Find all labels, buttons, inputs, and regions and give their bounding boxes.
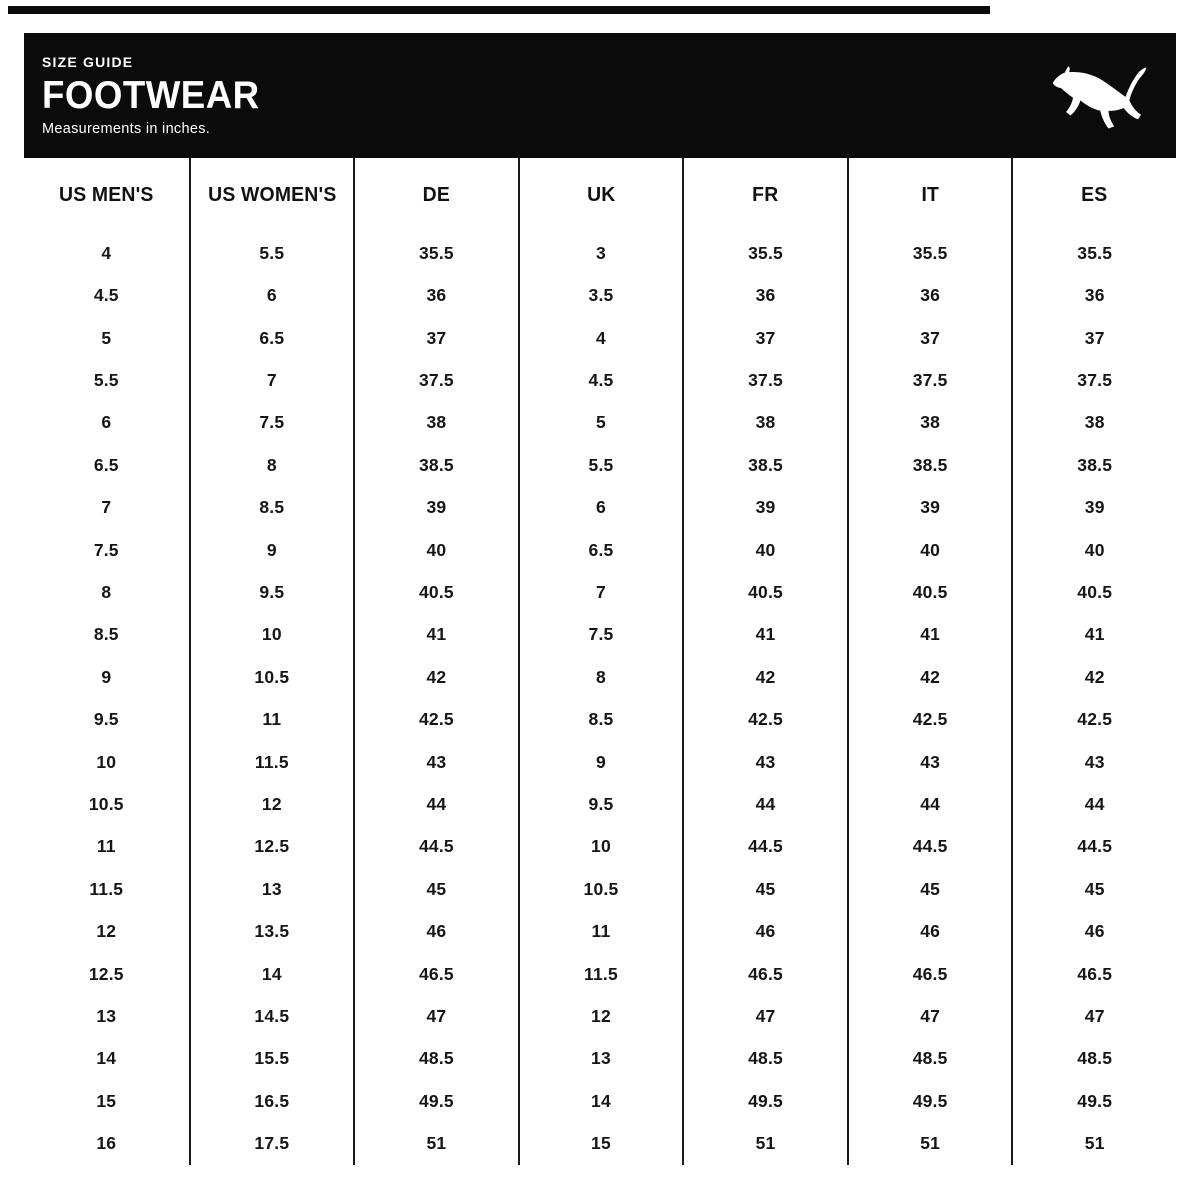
table-column-us-men-s (24, 158, 189, 1165)
size-cell: 36 (920, 285, 941, 306)
size-cell: 37 (426, 327, 447, 348)
size-cell: 5 (596, 412, 606, 433)
size-cell: 40.5 (748, 581, 783, 602)
size-cell: 5.5 (588, 454, 614, 475)
size-cell: 7.5 (588, 624, 614, 645)
size-cell: 51 (755, 1133, 776, 1154)
column-header: FR (752, 183, 779, 206)
top-border-strip (8, 6, 990, 14)
size-cell: 10.5 (254, 666, 290, 687)
size-cell: 14 (261, 963, 282, 984)
size-cell: 9 (101, 666, 112, 687)
size-cell: 46.5 (912, 963, 948, 984)
table-column-uk (518, 158, 683, 1165)
size-cell: 11 (96, 836, 116, 857)
size-cell: 35.5 (418, 242, 454, 263)
size-cell: 38.5 (1077, 454, 1113, 475)
size-cell: 9 (596, 751, 606, 772)
size-cell: 41 (755, 624, 776, 645)
size-cell: 16 (96, 1133, 117, 1154)
size-cell: 37 (1084, 327, 1105, 348)
size-cell: 8 (266, 454, 277, 475)
size-cell: 39 (920, 497, 941, 518)
size-cell: 46.5 (1077, 963, 1113, 984)
size-conversion-table (24, 158, 1176, 1165)
table-column-de (353, 158, 518, 1165)
size-cell: 46 (426, 921, 447, 942)
size-cell: 35.5 (1077, 242, 1113, 263)
size-cell: 42.5 (912, 709, 948, 730)
size-cell: 49.5 (912, 1090, 948, 1111)
size-cell: 36 (1084, 285, 1105, 306)
size-cell: 36 (426, 285, 447, 306)
table-column-es (1011, 158, 1176, 1165)
size-cell: 5.5 (259, 242, 285, 263)
size-cell: 38 (755, 412, 776, 433)
size-cell: 13 (96, 1006, 117, 1027)
size-cell: 38.5 (418, 454, 454, 475)
size-cell: 51 (920, 1133, 941, 1154)
size-cell: 3 (596, 242, 606, 263)
size-cell: 45 (920, 878, 941, 899)
size-cell: 12 (261, 793, 282, 814)
size-guide-header-banner (24, 33, 1176, 158)
size-cell: 8 (596, 666, 606, 687)
size-cell: 4 (101, 242, 112, 263)
size-cell: 51 (1084, 1133, 1105, 1154)
size-cell: 46.5 (418, 963, 454, 984)
puma-cat-logo-icon (1044, 54, 1148, 138)
size-cell: 42.5 (748, 709, 783, 730)
size-cell: 48.5 (748, 1048, 783, 1069)
size-cell: 9.5 (93, 709, 119, 730)
size-cell: 15 (96, 1090, 117, 1111)
size-cell: 15.5 (254, 1048, 290, 1069)
size-cell: 45 (755, 878, 776, 899)
size-cell: 8.5 (588, 709, 614, 730)
column-header: ES (1081, 183, 1108, 206)
size-cell: 13 (591, 1048, 611, 1069)
size-cell: 8.5 (93, 624, 119, 645)
size-cell: 5 (101, 327, 112, 348)
size-cell: 40 (1084, 539, 1105, 560)
size-cell: 42 (1084, 666, 1105, 687)
size-cell: 37 (920, 327, 941, 348)
size-cell: 6 (101, 412, 112, 433)
size-cell: 37.5 (912, 369, 948, 390)
size-cell: 37.5 (418, 369, 454, 390)
header-text-block (42, 55, 273, 137)
size-cell: 4.5 (588, 369, 614, 390)
size-cell: 38 (426, 412, 447, 433)
size-cell: 39 (1084, 497, 1105, 518)
size-cell: 12 (591, 1006, 611, 1027)
size-cell: 42.5 (418, 709, 454, 730)
column-header: US MEN'S (58, 183, 154, 206)
page-title: FOOTWEAR (42, 73, 260, 117)
size-cell: 16.5 (254, 1090, 290, 1111)
size-cell: 15 (591, 1133, 611, 1154)
size-cell: 4.5 (93, 285, 119, 306)
size-cell: 7 (266, 369, 277, 390)
size-cell: 43 (755, 751, 776, 772)
size-cell: 7.5 (93, 539, 119, 560)
size-cell: 45 (426, 878, 447, 899)
size-cell: 40 (426, 539, 447, 560)
size-cell: 37.5 (1077, 369, 1113, 390)
size-cell: 47 (920, 1006, 941, 1027)
size-cell: 42 (755, 666, 776, 687)
size-cell: 9 (266, 539, 277, 560)
size-cell: 11 (262, 709, 282, 730)
size-cell: 44.5 (1077, 836, 1113, 857)
size-cell: 6.5 (93, 454, 119, 475)
size-cell: 42 (426, 666, 447, 687)
size-cell: 43 (426, 751, 447, 772)
size-cell: 47 (755, 1006, 776, 1027)
size-cell: 10 (591, 836, 611, 857)
size-cell: 41 (1084, 624, 1105, 645)
size-cell: 51 (426, 1133, 447, 1154)
size-cell: 3.5 (588, 285, 614, 306)
column-header: IT (921, 183, 939, 206)
size-cell: 14 (591, 1090, 611, 1111)
table-column-us-women-s (189, 158, 354, 1165)
size-cell: 40.5 (912, 581, 948, 602)
size-cell: 45 (1084, 878, 1105, 899)
size-cell: 46.5 (748, 963, 783, 984)
size-cell: 46 (755, 921, 776, 942)
size-cell: 43 (1084, 751, 1105, 772)
size-cell: 49.5 (748, 1090, 783, 1111)
size-cell: 12.5 (254, 836, 290, 857)
size-cell: 49.5 (1077, 1090, 1113, 1111)
size-cell: 39 (426, 497, 447, 518)
size-cell: 38 (920, 412, 941, 433)
size-cell: 44 (426, 793, 447, 814)
size-cell: 44 (1084, 793, 1105, 814)
size-cell: 37.5 (748, 369, 783, 390)
size-cell: 44 (755, 793, 776, 814)
size-cell: 13 (261, 878, 282, 899)
size-cell: 8 (101, 581, 112, 602)
size-cell: 41 (920, 624, 941, 645)
size-cell: 6.5 (259, 327, 285, 348)
size-cell: 5.5 (93, 369, 119, 390)
column-header: UK (586, 183, 616, 206)
size-cell: 47 (1084, 1006, 1105, 1027)
size-cell: 40.5 (418, 581, 454, 602)
table-column-fr (682, 158, 847, 1165)
size-cell: 11.5 (584, 963, 618, 984)
size-cell: 14.5 (254, 1006, 290, 1027)
size-guide-label: SIZE GUIDE (42, 53, 134, 70)
size-cell: 47 (426, 1006, 447, 1027)
size-cell: 7.5 (259, 412, 285, 433)
size-cell: 7 (101, 497, 112, 518)
column-header: DE (422, 183, 451, 206)
size-cell: 40 (755, 539, 776, 560)
size-cell: 36 (755, 285, 776, 306)
size-cell: 17.5 (254, 1133, 290, 1154)
size-cell: 43 (920, 751, 941, 772)
size-cell: 40 (920, 539, 941, 560)
size-cell: 42 (920, 666, 941, 687)
size-cell: 11.5 (89, 878, 124, 899)
size-cell: 44.5 (912, 836, 948, 857)
size-cell: 46 (920, 921, 941, 942)
size-cell: 13.5 (254, 921, 290, 942)
size-cell: 49.5 (418, 1090, 454, 1111)
size-cell: 35.5 (748, 242, 783, 263)
size-cell: 42.5 (1077, 709, 1113, 730)
size-cell: 10 (96, 751, 117, 772)
size-cell: 39 (755, 497, 776, 518)
table-column-it (847, 158, 1012, 1165)
size-cell: 48.5 (418, 1048, 454, 1069)
size-cell: 38.5 (748, 454, 783, 475)
column-header: US WOMEN'S (207, 183, 337, 206)
size-cell: 46 (1084, 921, 1105, 942)
size-cell: 9.5 (259, 581, 285, 602)
size-cell: 44 (920, 793, 941, 814)
size-cell: 10 (261, 624, 282, 645)
size-cell: 11.5 (254, 751, 289, 772)
size-cell: 14 (96, 1048, 117, 1069)
size-cell: 37 (755, 327, 776, 348)
size-cell: 38.5 (912, 454, 948, 475)
size-cell: 6 (596, 497, 606, 518)
size-cell: 12 (96, 921, 117, 942)
size-cell: 7 (596, 581, 606, 602)
measurements-note: Measurements in inches. (42, 120, 211, 137)
size-cell: 4 (596, 327, 606, 348)
size-cell: 12.5 (88, 963, 124, 984)
size-cell: 9.5 (588, 793, 614, 814)
size-cell: 40.5 (1077, 581, 1113, 602)
size-cell: 44.5 (418, 836, 454, 857)
size-cell: 6.5 (588, 539, 614, 560)
size-cell: 10.5 (88, 793, 124, 814)
size-cell: 35.5 (912, 242, 948, 263)
size-cell: 38 (1084, 412, 1105, 433)
size-cell: 41 (426, 624, 447, 645)
size-cell: 10.5 (583, 878, 619, 899)
size-cell: 44.5 (748, 836, 783, 857)
size-cell: 8.5 (259, 497, 285, 518)
size-cell: 6 (266, 285, 277, 306)
size-cell: 11 (591, 921, 611, 942)
size-cell: 48.5 (1077, 1048, 1113, 1069)
size-cell: 48.5 (912, 1048, 948, 1069)
